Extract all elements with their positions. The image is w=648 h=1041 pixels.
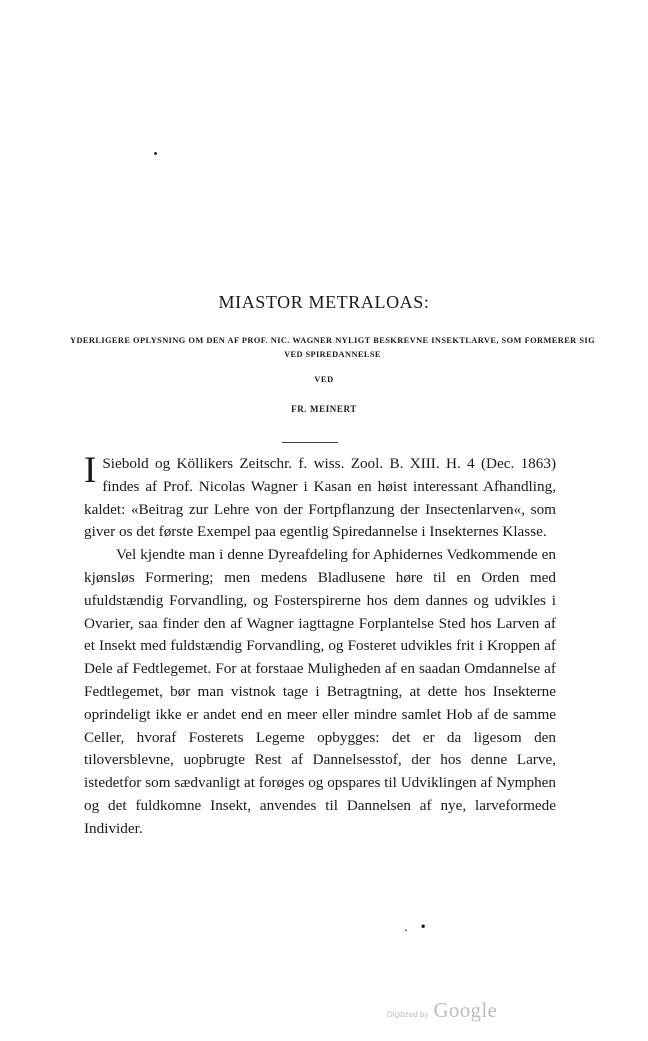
article-title: MIASTOR METRALOAS: xyxy=(218,292,430,312)
paragraph-2: Vel kjendte man i denne Dyreafdeling for Aphidernes Vedkommende en kjønsløs Formering; men medens Bladlusene høre til en Orden med ufuldstændig Forvandling, og Fosterspirerne hos dem dannes og udvikles i Ovarier, saa finder den af Wagner iagttagne Forplantelse Sted hos Larven af et Insekt med fuldstændig Forvandling, og Fosteret udvikles frit i Kroppen af Dele af Fedtlegemet. For at forstaae Muligheden af en saadan Omdannelse af Fedtlegemet, bør man vistnok tage i Betragtning, at dette hos Insekterne oprindeligt ikke er andet end en meer eller mindre samlet Hob af de samme Celler, hvoraf Fosterets Legeme opbygges: det er da ligesom den tiloversblevne, uopbrugte Rest af Dannelsesstof, der hos denne Larve, istedetfor som sædvanligt at forøges og opspares til Udviklingen af Nymphen og det fuldkomne Insekt, anvendes til Dannelsen af nye, larveformede Individer. xyxy=(84,546,556,837)
digitized-watermark xyxy=(387,998,497,1023)
byline: VED xyxy=(314,375,334,384)
paragraph-1-text: Siebold og Köllikers Zeitschr. f. wiss. Zool. B. XIII. H. 4 (Dec. 1863) findes af Prof. Nicolas Wagner i Kasan en høist interessant Afhandling, kaldet: «Beitrag zur Lehre von der Fortpflanzung der Insectenlarven«, som giver os det første Exempel paa egentlig Spiredannelse i Insekternes Klasse. xyxy=(84,455,556,541)
google-logo: Google xyxy=(433,998,498,1022)
drop-cap: I xyxy=(84,450,97,491)
author-name: FR. MEINERT xyxy=(291,404,357,414)
article-subtitle: YDERLIGERE OPLYSNING OM DEN AF PROF. NIC. WAGNER NYLIGT BESKREVNE INSEKTLARVE, SOM FORMERER SIG VED SPIREDANNELSE xyxy=(70,336,595,359)
page-speck xyxy=(154,152,157,155)
body-text xyxy=(84,450,556,841)
page-dots: . • xyxy=(404,920,431,934)
watermark-prefix: Digitized by xyxy=(387,1010,429,1019)
paragraph-1 xyxy=(84,450,556,544)
divider-rule xyxy=(282,442,338,443)
